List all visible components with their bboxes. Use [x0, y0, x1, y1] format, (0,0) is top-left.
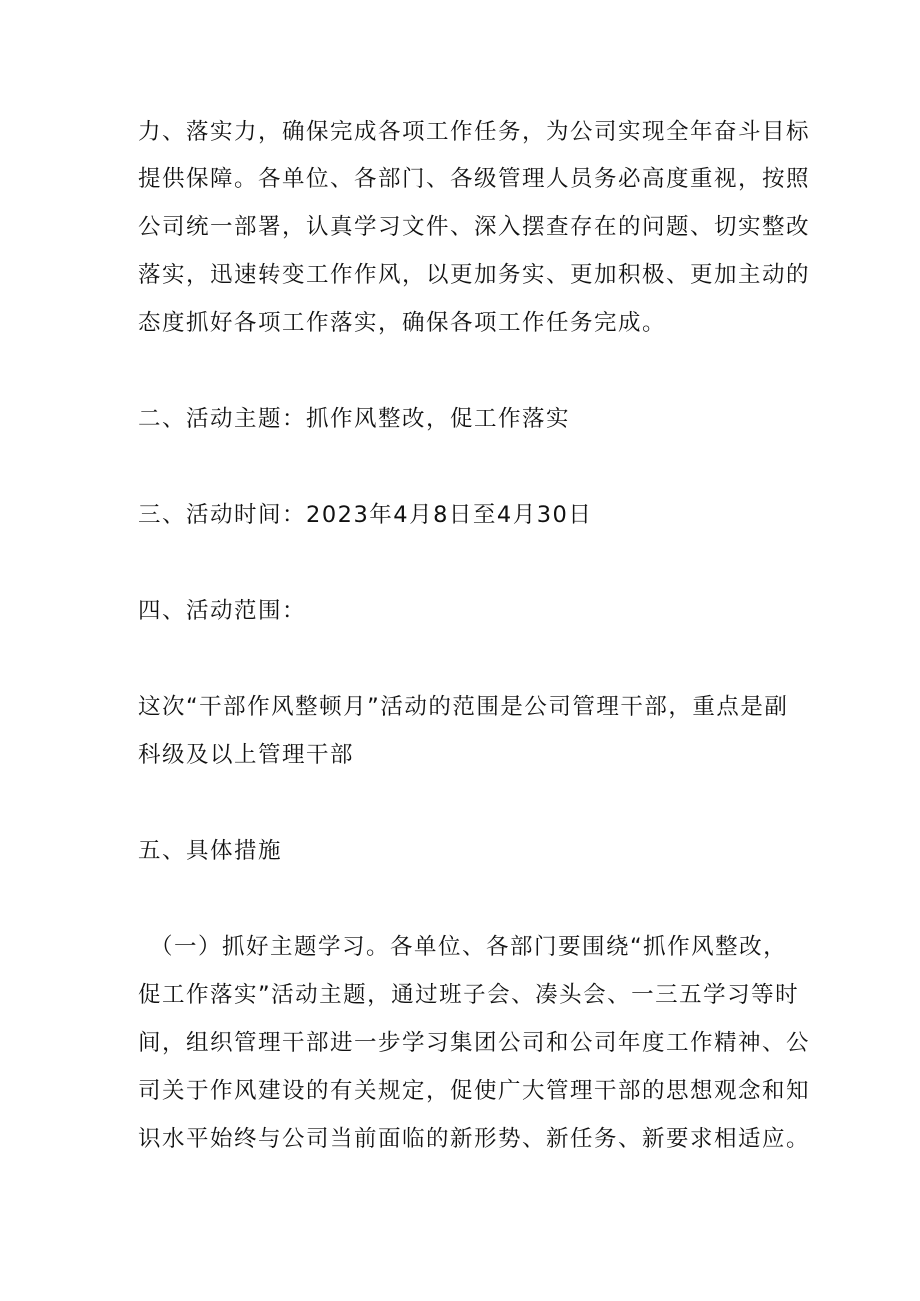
- text-line: 落实，迅速转变工作作风，以更加务实、更加积极、更加主动的: [138, 262, 811, 288]
- text-line: 提供保障。各单位、各部门、各级管理人员务必高度重视，按照: [138, 166, 811, 192]
- text-line: 公司统一部署，认真学习文件、深入摆查存在的问题、切实整改: [138, 214, 811, 240]
- text-line: 态度抓好各项工作落实，确保各项工作任务完成。: [138, 310, 667, 336]
- text-line: 识水平始终与公司当前面临的新形势、新任务、新要求相适应。: [138, 1126, 811, 1152]
- text-line: 司关于作风建设的有关规定，促使广大管理干部的思想观念和知: [138, 1078, 811, 1104]
- text-line: （一）抓好主题学习。各单位、各部门要围绕“抓作风整改，: [150, 934, 788, 960]
- text-line: 力、落实力，确保完成各项工作任务，为公司实现全年奋斗目标: [138, 119, 811, 145]
- text-line: 促工作落实”活动主题，通过班子会、凑头会、一三五学习等时: [138, 982, 800, 1008]
- section-heading-measures: 五、具体措施: [138, 838, 283, 864]
- section-heading-time: 三、活动时间：2023年4月8日至4月30日: [138, 502, 593, 528]
- section-heading-theme: 二、活动主题：抓作风整改，促工作落实: [138, 406, 571, 432]
- section-heading-scope: 四、活动范围：: [138, 598, 307, 624]
- text-line: 这次“干部作风整顿月”活动的范围是公司管理干部，重点是副: [138, 694, 789, 720]
- text-line: 间，组织管理干部进一步学习集团公司和公司年度工作精神、公: [138, 1030, 811, 1056]
- text-line: 科级及以上管理干部: [138, 742, 355, 768]
